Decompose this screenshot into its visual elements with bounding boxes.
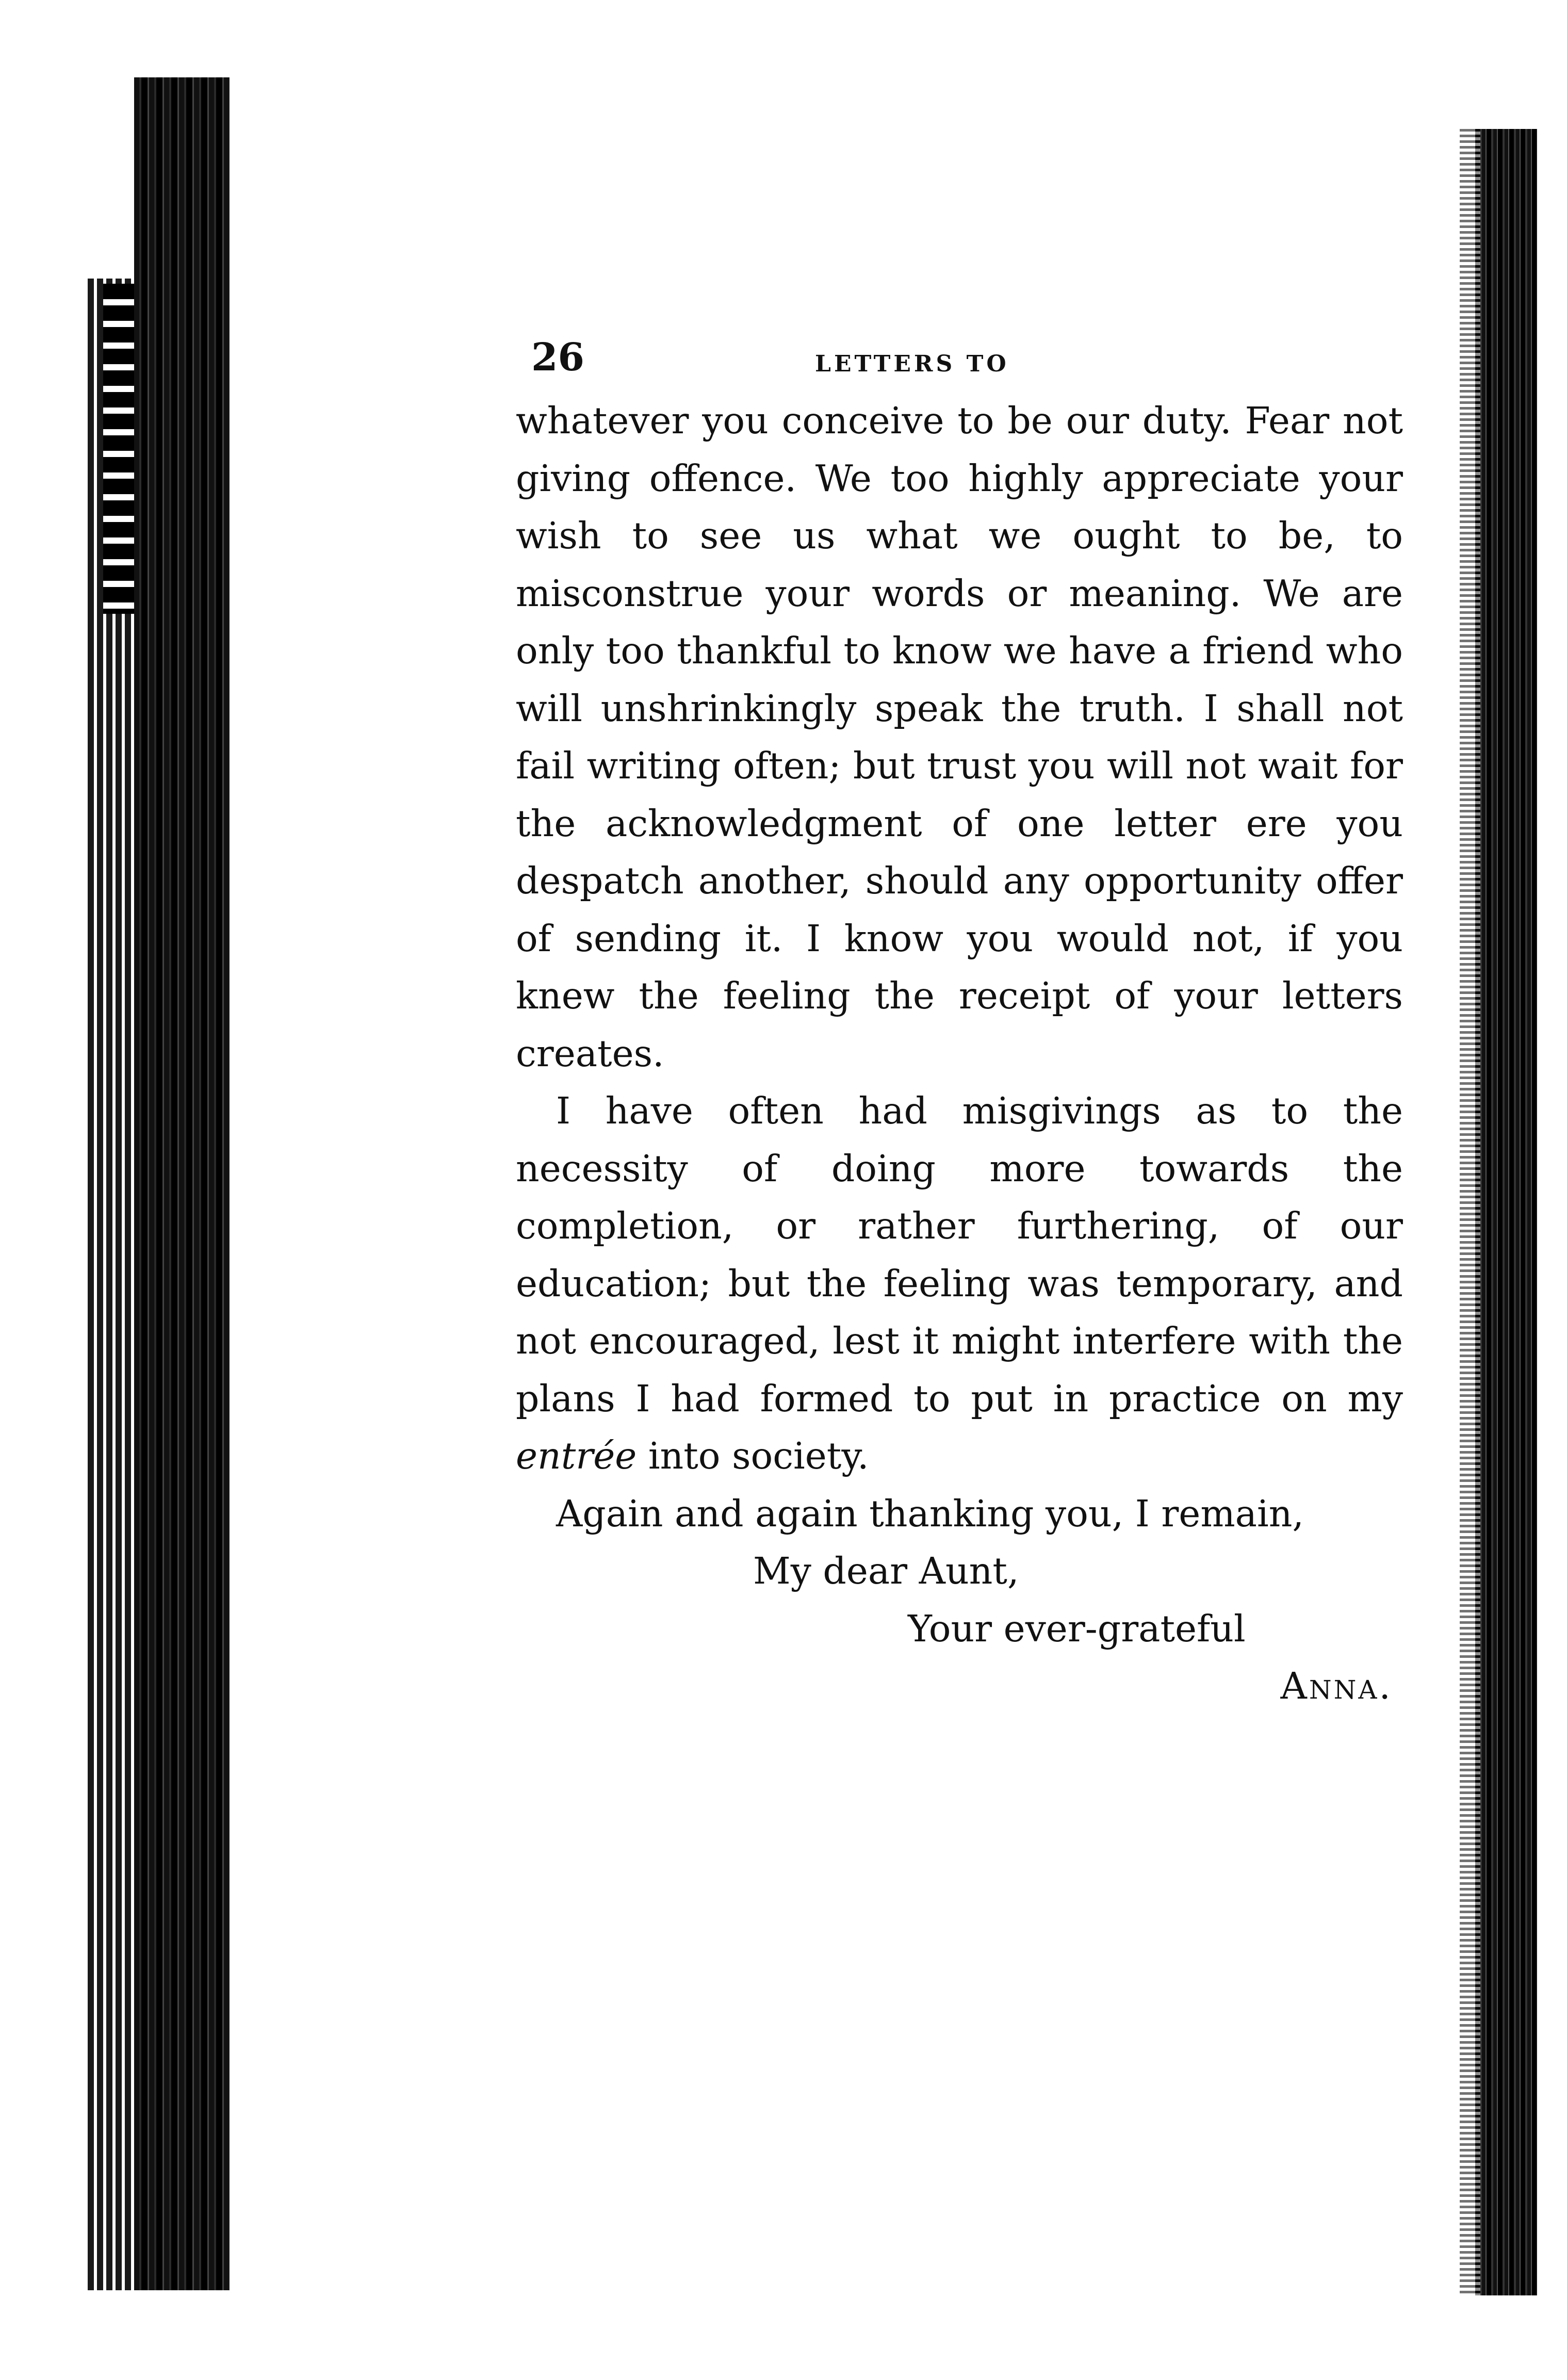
closing-line: Again and again thanking you, I remain, — [556, 1492, 1304, 1535]
valediction: Your ever-grateful — [908, 1607, 1246, 1650]
paragraph-2-text: I have often had misgivings as to the necessity of doing more towards the completion, or rather furthering, of our education; but the feeling was temporary, and not encouraged, lest it might interfere with the plans I had formed to put in practice on my — [516, 1089, 1403, 1420]
book-binding-left — [134, 77, 230, 2290]
salutation: My dear Aunt, — [753, 1550, 1019, 1592]
running-head: LETTERS TO — [815, 351, 1009, 377]
book-page — [516, 320, 1403, 1715]
page-edge-right — [1475, 129, 1537, 2295]
paragraph-2-italic: entrée — [516, 1434, 637, 1477]
letter-body — [516, 392, 1403, 1485]
paragraph-2 — [516, 1082, 1403, 1485]
page-number: 26 — [531, 335, 584, 380]
page-header — [516, 320, 1403, 382]
paragraph-1: whatever you conceive to be our duty. Fear not giving offence. We too highly appreciate your wish to see us what we ought to be, to misconstrue your words or meaning. We are only too thankful to know we have a friend who will unshrinkingly speak the truth. I shall not fail writing often; but trust you will not wait for the acknowledgment of one letter ere you despatch another, should any opportunity offer of sending it. I know you would not, if you knew the feeling the receipt of your letters creates. — [516, 399, 1403, 1075]
signature: Anna. — [1280, 1665, 1393, 1707]
binding-edge-marks-top — [103, 284, 134, 614]
paragraph-2-end: into society. — [636, 1434, 869, 1477]
